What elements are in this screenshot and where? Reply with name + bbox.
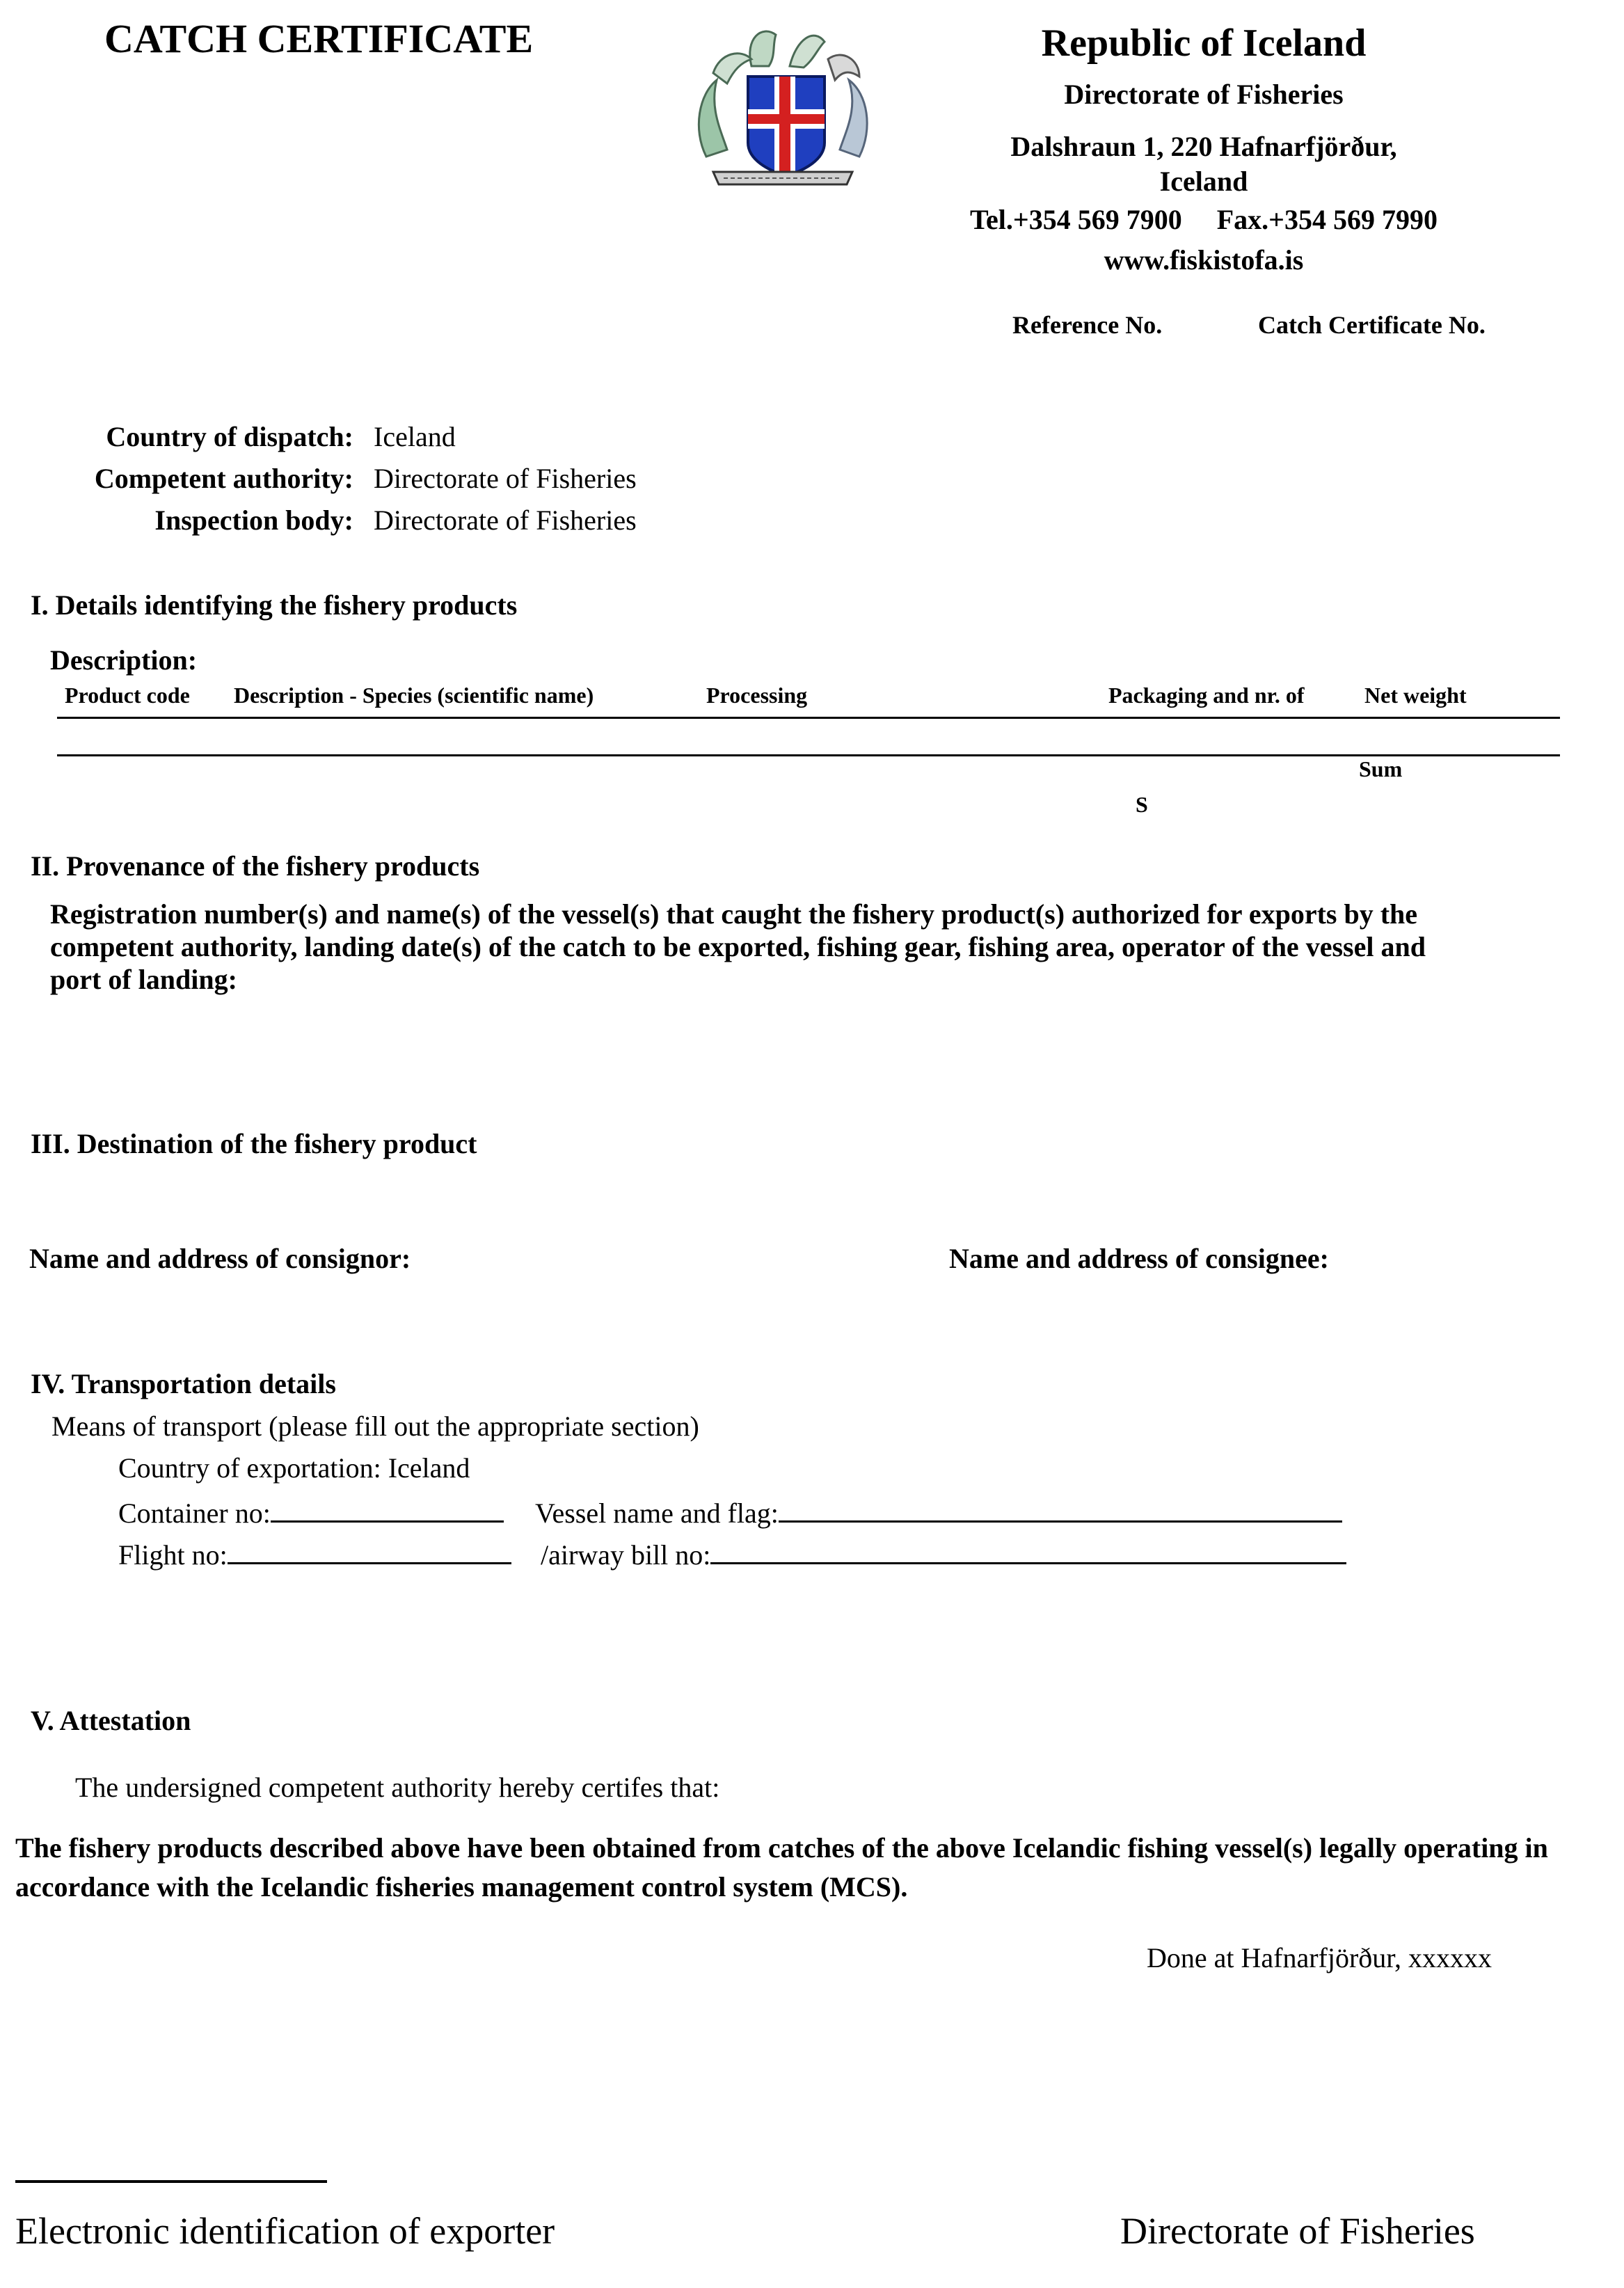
signature-line: [15, 2180, 327, 2183]
competent-authority-label: Competent authority:: [94, 463, 353, 494]
flight-label: Flight no:: [118, 1539, 228, 1571]
table-bottom-rule: [57, 754, 1560, 756]
org-website: www.fiskistofa.is: [1104, 244, 1304, 276]
container-input[interactable]: [271, 1493, 504, 1523]
flight-field: [118, 1534, 511, 1571]
vessel-field: [535, 1493, 1342, 1530]
airway-input[interactable]: [710, 1534, 1346, 1564]
org-phone: Tel.+354 569 7900: [970, 204, 1182, 235]
column-description: Description - Species (scientific name): [234, 683, 594, 708]
vessel-label: Vessel name and flag:: [535, 1497, 779, 1529]
done-at: Done at Hafnarfjörður, xxxxxx: [1147, 1942, 1492, 1973]
directorate-signature-label: Directorate of Fisheries: [1120, 2210, 1475, 2252]
exporter-identification-label: Electronic identification of exporter: [15, 2210, 555, 2252]
reference-number-label: Reference No.: [1012, 311, 1163, 339]
consignee-label: Name and address of consignee:: [949, 1243, 1329, 1274]
attestation-intro: The undersigned competent authority hereby certifes that:: [75, 1772, 720, 1803]
s-label: S: [1136, 792, 1148, 817]
vessel-input[interactable]: [779, 1493, 1342, 1523]
container-label: Container no:: [118, 1497, 271, 1529]
section-4-title: IV. Transportation details: [31, 1368, 336, 1399]
document-title: CATCH CERTIFICATE: [104, 16, 534, 61]
consignor-label: Name and address of consignor:: [29, 1243, 411, 1274]
means-of-transport: Means of transport (please fill out the appropriate section): [51, 1411, 699, 1442]
inspection-body-label: Inspection body:: [154, 505, 353, 536]
column-packaging: Packaging and nr. of: [1108, 683, 1305, 708]
inspection-body-value: Directorate of Fisheries: [374, 505, 637, 536]
certificate-number-label: Catch Certificate No.: [1258, 311, 1486, 339]
section-1-title: I. Details identifying the fishery products: [31, 589, 518, 621]
competent-authority-value: Directorate of Fisheries: [374, 463, 637, 494]
table-header-rule: [57, 717, 1560, 719]
provenance-text: Registration number(s) and name(s) of the vessel(s) that caught the fishery product(s) authorized for exports by the competent authority, landing date(s) of the catch to be exported, fishing gear, fishing area, operator of the vessel and port of landing:: [50, 898, 1426, 995]
country-of-exportation: Country of exportation: Iceland: [118, 1452, 470, 1484]
container-field: [118, 1493, 504, 1530]
section-3-title: III. Destination of the fishery product: [31, 1128, 477, 1159]
section-5-title: V. Attestation: [31, 1705, 191, 1736]
flight-input[interactable]: [228, 1534, 511, 1564]
org-department: Directorate of Fisheries: [1064, 79, 1344, 110]
attestation-statement: The fishery products described above have been obtained from catches of the above Icelandic fishing vessel(s) legally operating in accordance with the Icelandic fisheries management control system (MCS).: [15, 1832, 1548, 1902]
sum-label: Sum: [1359, 756, 1403, 781]
column-net-weight: Net weight: [1364, 683, 1467, 708]
coat-of-arms-icon: [685, 17, 880, 191]
column-processing: Processing: [706, 683, 808, 708]
org-contact: [925, 203, 1482, 236]
airway-field: [541, 1534, 1346, 1571]
airway-label: /airway bill no:: [541, 1539, 711, 1571]
section-2-title: II. Provenance of the fishery products: [31, 850, 480, 882]
country-of-dispatch-label: Country of dispatch:: [106, 421, 353, 452]
country-of-dispatch-value: Iceland: [374, 421, 456, 452]
column-product-code: Product code: [65, 683, 190, 708]
org-name: Republic of Iceland: [1041, 22, 1367, 65]
org-address: [925, 129, 1482, 199]
org-address-text: Dalshraun 1, 220 Hafnarfjörður, Iceland: [1010, 131, 1397, 197]
org-fax: Fax.+354 569 7990: [1216, 204, 1438, 235]
description-label: Description:: [50, 644, 198, 676]
